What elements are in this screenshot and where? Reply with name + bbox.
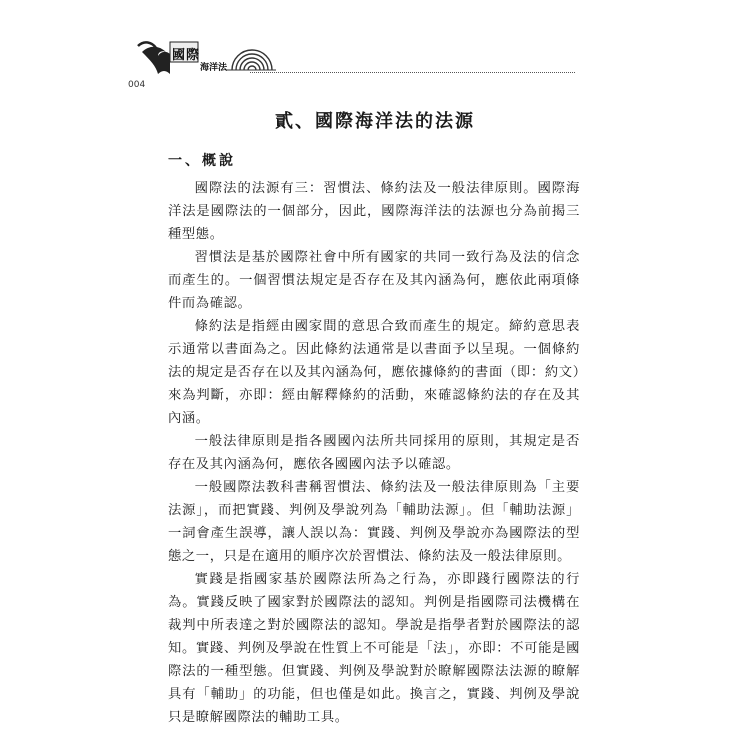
paragraph: 條約法是指經由國家間的意思合致而產生的規定。締約意思表示通常以書面為之。因此條約法通常是以書面予以呈現。一個條約法的規定是否存在以及其內涵為何，應依據條約的書面（即：約文）來為判斷，亦即：經由解釋條約的活動，來確認條約法的存在及其內涵。 <box>168 319 580 426</box>
section-title: 一、概說 <box>168 153 236 169</box>
logo-subtitle: 海洋法 <box>200 63 228 73</box>
header-dotted-rule <box>250 72 575 73</box>
paragraph: 一般國際法教科書稱習慣法、條約法及一般法律原則為「主要法源」，而把實踐、判例及學說列為「輔助法源」。但「輔助法源」一詞會產生誤導，讓人誤以為：實踐、判例及學說亦為國際法的型態之一，只是在適用的順序次於習慣法、條約法及一般法律原則。 <box>168 480 580 564</box>
paragraph: 實踐是指國家基於國際法所為之行為，亦即踐行國際法的行為。實踐反映了國家對於國際法的認知。判例是指國際司法機構在裁判中所表達之對於國際法的認知。學說是指學者對於國際法的認知。實踐、判例及學說在性質上不可能是「法」，亦即：不可能是國際法的一種型態。但實踐、判例及學說對於瞭解國際法法源的瞭解具有「輔助」的功能，但也僅是如此。換言之，實踐、判例及學說只是瞭解國際法的輔助工具。 <box>168 572 580 725</box>
paragraph: 習慣法是基於國際社會中所有國家的共同一致行為及法的信念而產生的。一個習慣法規定是否存在及其內涵為何，應依此兩項條件而為確認。 <box>168 250 580 311</box>
paragraph: 國際法的法源有三：習慣法、條約法及一般法律原則。國際海洋法是國際法的一個部分，因此，國際海洋法的法源也分為前揭三種型態。 <box>168 181 580 242</box>
paragraph: 一般法律原則是指各國國內法所共同採用的原則，其規定是否存在及其內涵為何，應依各國國內法予以確認。 <box>168 434 580 472</box>
page-number: 004 <box>128 80 146 90</box>
chapter-title: 貳、國際海洋法的法源 <box>275 111 475 132</box>
body-text <box>168 177 580 729</box>
logo-title: 國際 <box>172 48 201 63</box>
